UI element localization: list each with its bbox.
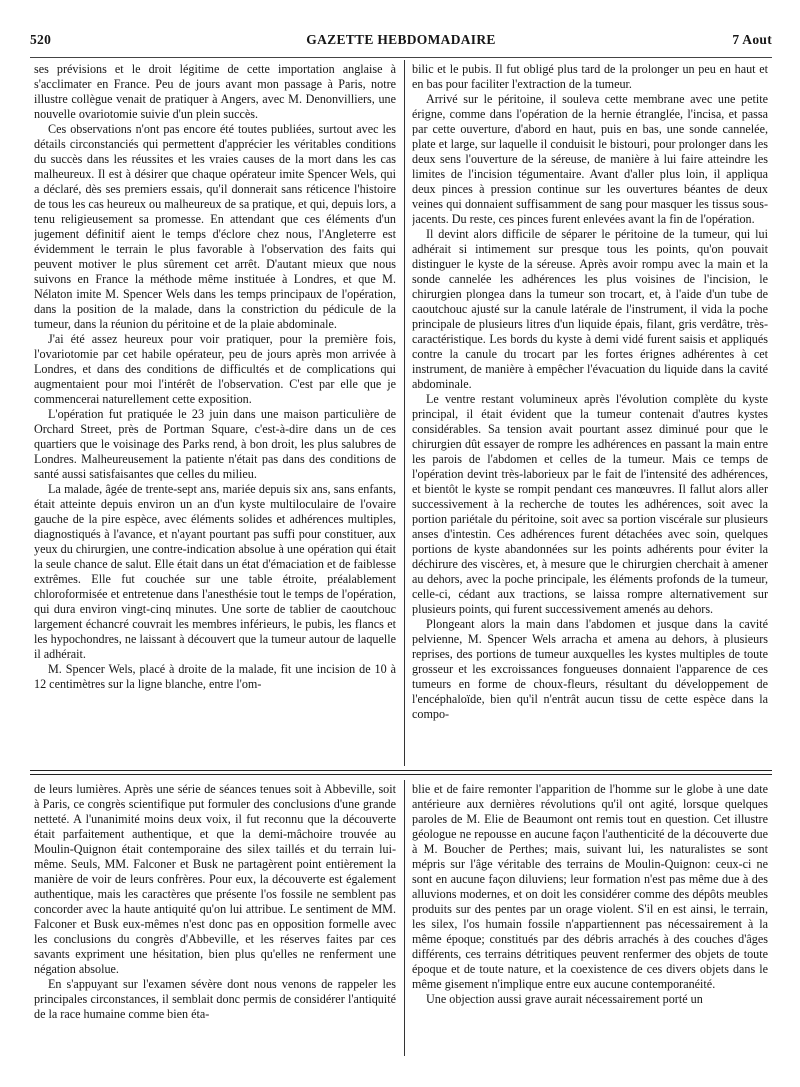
top-left-column (34, 62, 396, 766)
page-header (30, 30, 772, 52)
paragraph: L'opération fut pratiquée le 23 juin dans une maison particulière de Orchard Street, près de Portman Square, c'est-à-dire dans un de ces quartiers que le voisinage des Parks rend, à bon droit, les plus salubres de Londres. Malheureusement la patiente n'était pas dans des conditions de santé aussi satisfaisantes que celles du milieu. (34, 407, 396, 481)
paragraph: Il devint alors difficile de séparer le péritoine de la tumeur, qui lui adhérait si intimement sur presque tous les points, qu'on pouvait distinguer le kyste de la séreuse. Après avoir rompu avec la main et la sonde cannelée les adhérences les plus voisines de l'incision, le chirurgien plongea dans la tumeur son trocart, et, à l'aide d'un tube de caoutchouc ajusté sur la canule latérale de l'instrument, il vida la poche principale de plusieurs litres d'un liquide épais, filant, gris verdâtre, très-caractéristique. Les bords du kyste à demi vidé furent saisis et appliqués contre la canule du trocart par les fortes érignes adhérentes à cet instrument, de manière à empêcher l'évacuation du liquide dans la cavité abdominale. (412, 227, 768, 391)
paragraph: M. Spencer Wels, placé à droite de la malade, fit une incision de 10 à 12 centimètres sur la ligne blanche, entre l'om- (34, 662, 396, 691)
paragraph: Une objection aussi grave aurait nécessairement porté un (426, 992, 703, 1006)
paragraph: La malade, âgée de trente-sept ans, mariée depuis six ans, sans enfants, était atteinte depuis environ un an d'un kyste multiloculaire de l'ovaire gauche de la pire espèce, avec éléments solides et adhérences multiples, diagnostiqués à l'avance, et n'ayant pourtant pas suffi pour constituer, aux yeux du chirurgien, une contre-indication absolue à une opération qui était la seule chance de salut. Elle était dans un état d'émaciation et de faiblesse extrêmes. Elle fut couchée sur une table étroite, préalablement chloroformisée et entretenue dans l'anesthésie tout le temps de l'opération, qui dura environ vingt-cinq minutes. Une sorte de tablier de caoutchouc largement échancré couvrait les membres inférieurs, le pubis, les flancs et les hypochondres, ne laissant à découvert que la tumeur autour de laquelle il adhérait. (34, 482, 396, 661)
paragraph: Plongeant alors la main dans l'abdomen et jusque dans la cavité pelvienne, M. Spencer Wels arracha et amena au dehors, à plusieurs reprises, des portions de tumeur auxquelles les kystes multiples de toute grosseur et les excroissances fongueuses donnaient l'apparence de ces tumeurs en forme de choux-fleurs, résultant du développement de l'encéphaloïde, bien qu'il n'entrât aucun tissu de cette espèce dans la compo- (412, 617, 768, 721)
paragraph: J'ai été assez heureux pour voir pratiquer, pour la première fois, l'ovariotomie par cet habile opérateur, peu de jours après mon arrivée à Londres, et dans des conditions de difficultés et de complications qui augmentaient pour moi l'intérêt de l'observation. C'est par elle que je commencerai naturellement cette exposition. (34, 332, 396, 406)
paragraph: blie et de faire remonter l'apparition de l'homme sur le globe à une date antérieure aux dernières révolutions qu'il ont agité, lorsque quelques paroles de M. Elie de Beaumont ont remis tout en question. Cet illustre géologue ne repousse en aucune façon l'authenticité de la découverte due à M. Boucher de Perthes; mais, suivant lui, les naturalistes se sont mépris sur l'âge véritable des terrains de Moulin-Quignon: ceux-ci ne sont en aucune façon diluviens; leur formation n'est pas même due à des alluvions modernes, et on doit les considérer comme des dépôts meubles produits sur des pentes par un orage violent. S'il en est ainsi, le terrain, les silex, l'os humain fossile n'appartiennent pas nécessairement à la même époque; constitués par des débris arrachés à des couches d'âges différents, ces terrains détritiques peuvent renfermer des objets de toute époque et de toute nature, et la coexistence de ces divers objets dans le même gisement n'implique entre eux aucune contemporanéité. (412, 782, 768, 991)
issue-date: 7 Aout (732, 32, 772, 47)
paragraph: Arrivé sur le péritoine, il souleva cette membrane avec une petite érigne, comme dans l'opération de la hernie étranglée, l'incisa, et passa par cette ouverture, d'abord en haut, puis en bas, une sonde cannelée, plate et large, sur laquelle il conduisit le bistouri, pour prolonger dans les deux sens l'ouverture de la séreuse, de manière à lui faire atteindre les limites de l'incision tégumentaire. Avant d'aller plus loin, il appliqua deux pinces à pression continue sur les ouvertures béantes de deux veines qui donnaient suffisamment de sang pour masquer les tissus sous-jacents. Du reste, ces pinces furent enlevées avant la fin de l'opération. (412, 92, 768, 226)
top-right-column (412, 62, 768, 766)
section-divider (30, 770, 772, 771)
paragraph: de leurs lumières. Après une série de séances tenues soit à Abbeville, soit à Paris, ce congrès scientifique put formuler des conclusions d'une grande netteté. A l'unanimité moins deux voix, il fut reconnu que la découverte était parfaitement authentique, et que la demi-mâchoire trouvée au Moulin-Quignon était contemporaine des silex taillés et du terrain lui-même. Seuls, MM. Falconer et Busk ne partagèrent point entièrement la manière de voir de leurs confrères. Pour eux, la découverte est également authentique, mais les caractères que présente l'os fossile ne semblent pas concorder avec la haute antiquité qu'on lui attribue. Le sentiment de MM. Falconer et Busk eux-mêmes n'est donc pas en opposition formelle avec les conclusions du congrès d'Abbeville, et les réserves faites par ces savants expriment une hésitation, bien plus qu'elles ne renferment une négation absolue. (34, 782, 396, 976)
paragraph: Le ventre restant volumineux après l'évolution complète du kyste principal, il était évident que la tumeur contenait d'autres kystes considérables. Sa tension avait pourtant assez diminué pour que le chirurgien dût essayer de rompre les adhérences en passant la main entre les parois de l'abdomen et celles de la tumeur. Mais ce temps de l'opération devint très-laborieux par le fait de l'intensité des adhérences, et bientôt le kyste se rompit pendant ces manœuvres. Il fallut alors aller successivement à la recherche de toutes les adhérences, soit avec la portion pariétale du péritoine, soit avec sa portion viscérale sur plusieurs anses d'intestin. Ces adhérences furent détachées avec soin, quelques portions de kyste abandonnées sur les points adhérents pour éviter la déchirure des viscères, et, à mesure que le chirurgien cherchait à amener au dehors, avec la poche principale, les éléments profonds de la tumeur, celle-ci, cédant aux tractions, se laissa rompre alternativement sur plusieurs points, qui furent successivement amenés au dehors. (412, 392, 768, 616)
bottom-right-column (412, 782, 768, 1056)
header-rule (30, 57, 772, 58)
bottom-left-column (34, 782, 396, 1056)
column-divider (404, 60, 405, 766)
paragraph: En s'appuyant sur l'examen sévère dont nous venons de rappeler les principales circonstances, il semblait donc permis de considérer l'antiquité de la race humaine comme bien éta- (34, 977, 396, 1021)
paragraph: ses prévisions et le droit légitime de cette importation anglaise à s'acclimater en France. Peu de jours avant mon passage à Paris, notre illustre collègue venait de pratiquer à Angers, avec M. Denonvilliers, une nouvelle ovariotomie suivie d'un plein succès. (34, 62, 396, 121)
page-number: 520 (30, 32, 52, 47)
paragraph: Ces observations n'ont pas encore été toutes publiées, surtout avec les détails circonstanciés qui permettent d'apprécier les véritables conditions du succès dans les réussites et les vraies causes de la mort dans les cas malheureux. Il est à désirer que chaque opérateur imite Spencer Wels, qui a déclaré, dès ses premiers essais, qu'il donnerait sans réticence l'histoire de tous les cas heureux ou malheureux de sa pratique, et qui, depuis lors, a tenu religieusement sa promesse. En attendant que ces éléments d'un jugement définitif aient le temps d'éclore chez nous, l'Angleterre est évidemment le terrain le plus favorable à l'observation des faits qui peuvent motiver le plus sûrement cet arrêt. D'autant mieux que nous suivons en France la méthode même instituée à Londres, et que M. Nélaton imite M. Spencer Wels dans les temps principaux de l'opération, dans la position de la malade, dans la constriction du pédicule de la tumeur, dans la réunion du péritoine et de la plaie abdominale. (34, 122, 396, 331)
paragraph: bilic et le pubis. Il fut obligé plus tard de la prolonger un peu en haut et en bas pour faciliter l'extraction de la tumeur. (412, 62, 768, 91)
column-divider (404, 780, 405, 1056)
section-divider (30, 774, 772, 775)
publication-title: GAZETTE HEBDOMADAIRE (306, 32, 496, 47)
